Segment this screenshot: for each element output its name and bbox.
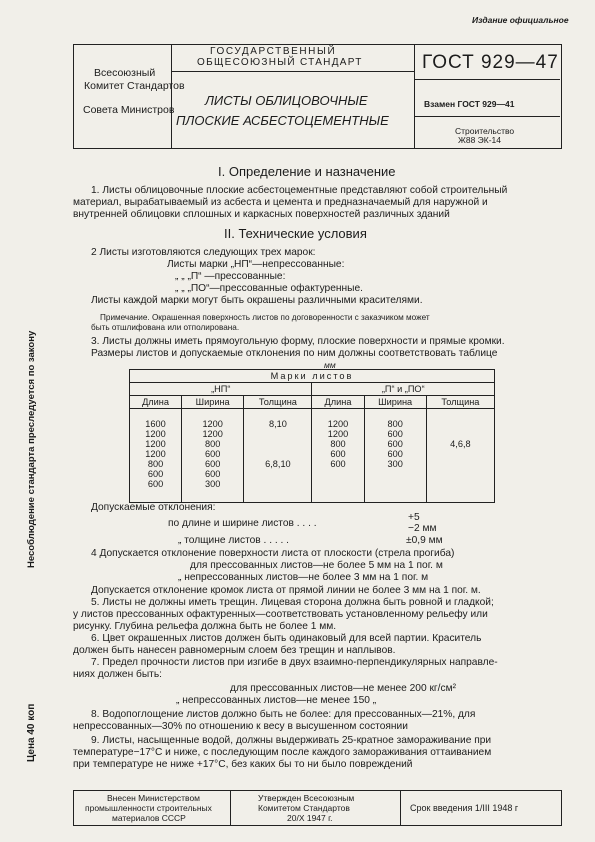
note-line-1: Примечание. Окрашенная поверхность листов по договоренности с заказчиком может bbox=[100, 313, 430, 322]
table-cell: 1600 bbox=[145, 419, 166, 429]
item-9-line-1: 9. Листы, насыщенные водой, должны выдерживать 25-кратное замораживание при bbox=[91, 735, 492, 746]
item-8-line-1: 8. Водопоглощение листов должно быть не более: для прессованных—21%, для bbox=[91, 709, 476, 720]
tolerance-length-minus: −2 мм bbox=[408, 523, 437, 534]
footer-approved-line-1: Утвержден Всесоюзным bbox=[258, 793, 355, 803]
table-cell: 600 bbox=[330, 449, 346, 459]
table-cell: 1200 bbox=[327, 429, 349, 439]
table-cell: 600 bbox=[205, 459, 221, 469]
section-1-heading: I. Определение и назначение bbox=[218, 164, 396, 179]
section-1-p1-line-1: 1. Листы облицовочные плоские асбестоцементные представляют собой строительный bbox=[91, 185, 508, 196]
footer-approved-line-3: 20/X 1947 г. bbox=[287, 813, 333, 823]
table-cell: 800 bbox=[147, 459, 164, 469]
p-length-cell bbox=[312, 409, 364, 503]
p-width-cell bbox=[364, 409, 426, 503]
table-cell: 1200 bbox=[145, 449, 166, 459]
footer-introduced-line-1: Внесен Министерством bbox=[107, 793, 201, 803]
mark-p: „ „ „П“ —прессованные: bbox=[175, 271, 286, 282]
state-line-1: ГОСУДАРСТВЕННЫЙ bbox=[210, 46, 337, 57]
table-cell: 600 bbox=[387, 439, 403, 449]
table-cell: 1200 bbox=[327, 419, 349, 429]
np-thickness-cell bbox=[244, 409, 312, 503]
item-5-line-2: у листов прессованных офактуренных—соответствовать установленному рельефу или bbox=[73, 609, 488, 620]
item-4-line-2: для прессованных листов—не более 5 мм на 1 пог. м bbox=[190, 560, 443, 571]
footer-approved-line-2: Комитетом Стандартов bbox=[258, 803, 350, 813]
header-hline-right-2 bbox=[415, 116, 560, 117]
item-3-line-1: 3. Листы должны иметь прямоугольную форму, плоские поверхности и прямые кромки. bbox=[91, 336, 505, 347]
table-cell: 300 bbox=[205, 479, 221, 489]
mark-np: Листы марки „НП“—непрессованные: bbox=[167, 259, 345, 270]
table-row bbox=[130, 396, 495, 409]
table-cell: 800 bbox=[205, 439, 221, 449]
gost-number: ГОСТ 929—47 bbox=[422, 52, 559, 73]
mark-po: „ „ „ПО“—прессованные офактуренные. bbox=[175, 283, 363, 294]
tolerances-heading: Допускаемые отклонения: bbox=[91, 502, 216, 513]
p-thickness-cell bbox=[426, 409, 494, 503]
item-9-line-3: при температуре не ниже +17°С, без каких бы то ни было повреждений bbox=[73, 759, 413, 770]
table-cell: 800 bbox=[330, 439, 346, 449]
section-1-p1-line-2: материал, вырабатываемый из асбеста и цемента и предназначаемый для наружной и bbox=[73, 197, 488, 208]
item-7-line-2: ниях должен быть: bbox=[73, 669, 162, 680]
item-5-line-3: рисунку. Глубина рельефа должна быть не более 1 мм. bbox=[73, 621, 337, 632]
header-hline-right-1 bbox=[415, 79, 560, 80]
tolerance-length-label: по длине и ширине листов . . . . bbox=[168, 518, 317, 529]
section-1-p1-line-3: внутренней облицовки сплошных и каркасных поверхностей различных зданий bbox=[73, 209, 450, 220]
table-cell: 1200 bbox=[202, 419, 223, 429]
item-7-line-4: „ непрессованных листов—не менее 150 „ bbox=[176, 695, 377, 706]
table-cell: 600 bbox=[205, 469, 221, 479]
table-row bbox=[130, 383, 495, 396]
table-cell: 600 bbox=[387, 449, 403, 459]
table-cell: 600 bbox=[205, 449, 221, 459]
tolerance-thickness-value: ±0,9 мм bbox=[406, 535, 443, 546]
table-cell: 600 bbox=[330, 459, 346, 469]
footer-introduced-line-3: материалов СССР bbox=[112, 813, 186, 823]
table-col-header: Длина bbox=[130, 396, 182, 409]
category-line-1: Строительство bbox=[455, 126, 515, 136]
replaces-label: Взамен ГОСТ 929—41 bbox=[424, 99, 515, 109]
footer-divider-2 bbox=[400, 790, 401, 825]
footer-effective-date: Срок введения 1/III 1948 г bbox=[410, 803, 519, 813]
table-cell: 800 bbox=[387, 419, 403, 429]
table-subheader-np: „НП“ bbox=[130, 383, 312, 396]
table-col-header: Длина bbox=[312, 396, 364, 409]
table-cell: 1200 bbox=[145, 439, 166, 449]
edition-label: Издание официальное bbox=[472, 15, 569, 25]
item-3-line-2: Размеры листов и допускаемые отклонения по ним должны соответствовать таблице bbox=[91, 348, 498, 359]
table-unit: мм bbox=[324, 360, 336, 370]
table-cell: 4,6,8 bbox=[450, 439, 471, 449]
org-line-2: Комитет Стандартов bbox=[84, 80, 185, 92]
table-cell: 1200 bbox=[145, 429, 166, 439]
item-9-line-2: температуре−17°С и ниже, с последующим после каждого замораживания оттаиванием bbox=[73, 747, 492, 758]
header-divider-right bbox=[414, 44, 415, 148]
section-2-heading: II. Технические условия bbox=[224, 226, 367, 241]
side-legal-notice: Несоблюдение стандарта преследуется по закону bbox=[26, 330, 37, 568]
table-col-header: Ширина bbox=[182, 396, 244, 409]
standard-title-line-2: ПЛОСКИЕ АСБЕСТОЦЕМЕНТНЫЕ bbox=[176, 113, 389, 128]
table-cell: 6,8,10 bbox=[265, 459, 291, 469]
note-line-2: быть отшлифована или отполирована. bbox=[91, 323, 240, 332]
table-cell: 1200 bbox=[202, 429, 223, 439]
table-col-header: Толщина bbox=[426, 396, 494, 409]
sizes-table bbox=[129, 369, 495, 503]
table-cell: 300 bbox=[387, 459, 403, 469]
item-2: 2 Листы изготовляются следующих трех марок: bbox=[91, 247, 316, 258]
org-line-3: Совета Министров bbox=[83, 104, 175, 116]
item-4-line-3: „ непрессованных листов—не более 3 мм на 1 пог. м bbox=[178, 572, 429, 583]
np-width-cell bbox=[182, 409, 244, 503]
table-col-header: Ширина bbox=[364, 396, 426, 409]
table-cell: 8,10 bbox=[268, 419, 287, 429]
table-cell: 600 bbox=[147, 479, 164, 489]
tolerance-thickness-label: „ толщине листов . . . . . bbox=[178, 535, 290, 546]
table-row bbox=[130, 409, 495, 503]
org-line-1: Всесоюзный bbox=[94, 67, 156, 79]
state-line-2: ОБЩЕСОЮЗНЫЙ СТАНДАРТ bbox=[197, 57, 363, 68]
item-7-line-1: 7. Предел прочности листов при изгибе в двух взаимно-перпендикулярных направле- bbox=[91, 657, 498, 668]
table-subheader-p-po: „П“ и „ПО“ bbox=[312, 383, 495, 396]
table-row bbox=[130, 370, 495, 383]
table-cell: 600 bbox=[147, 469, 164, 479]
footer-divider-1 bbox=[230, 790, 231, 825]
item-6-line-2: должен быть нанесен равномерным слоем без трещин и наплывов. bbox=[73, 645, 396, 656]
table-group-header: Марки листов bbox=[130, 370, 495, 383]
colored-sheets: Листы каждой марки могут быть окрашены различными красителями. bbox=[91, 295, 423, 306]
standard-title-line-1: ЛИСТЫ ОБЛИЦОВОЧНЫЕ bbox=[205, 93, 368, 108]
table-col-header: Толщина bbox=[244, 396, 312, 409]
category-line-2: Ж88 ЭК-14 bbox=[458, 135, 502, 145]
item-7-line-3: для прессованных листов—не менее 200 кг/см² bbox=[230, 683, 456, 694]
tolerance-length-plus: +5 bbox=[408, 512, 420, 523]
item-4-line-1: 4 Допускается отклонение поверхности листа от плоскости (стрела прогиба) bbox=[91, 548, 455, 559]
np-length-cell bbox=[130, 409, 182, 503]
header-divider-left bbox=[171, 44, 172, 148]
side-price: Цена 40 коп bbox=[26, 703, 37, 762]
footer-introduced-line-2: промышленности строительных bbox=[85, 803, 212, 813]
item-5-line-1: 5. Листы не должны иметь трещин. Лицевая сторона должна быть ровной и гладкой; bbox=[91, 597, 494, 608]
table-cell: 600 bbox=[387, 429, 403, 439]
header-hline-mid bbox=[172, 71, 414, 72]
item-4-line-4: Допускается отклонение кромок листа от прямой линии не более 3 мм на 1 пог. м. bbox=[91, 585, 481, 596]
item-8-line-2: непрессованных—30% по отношению к весу в высушенном состоянии bbox=[73, 721, 408, 732]
item-6-line-1: 6. Цвет окрашенных листов должен быть одинаковый для всей партии. Краситель bbox=[91, 633, 482, 644]
